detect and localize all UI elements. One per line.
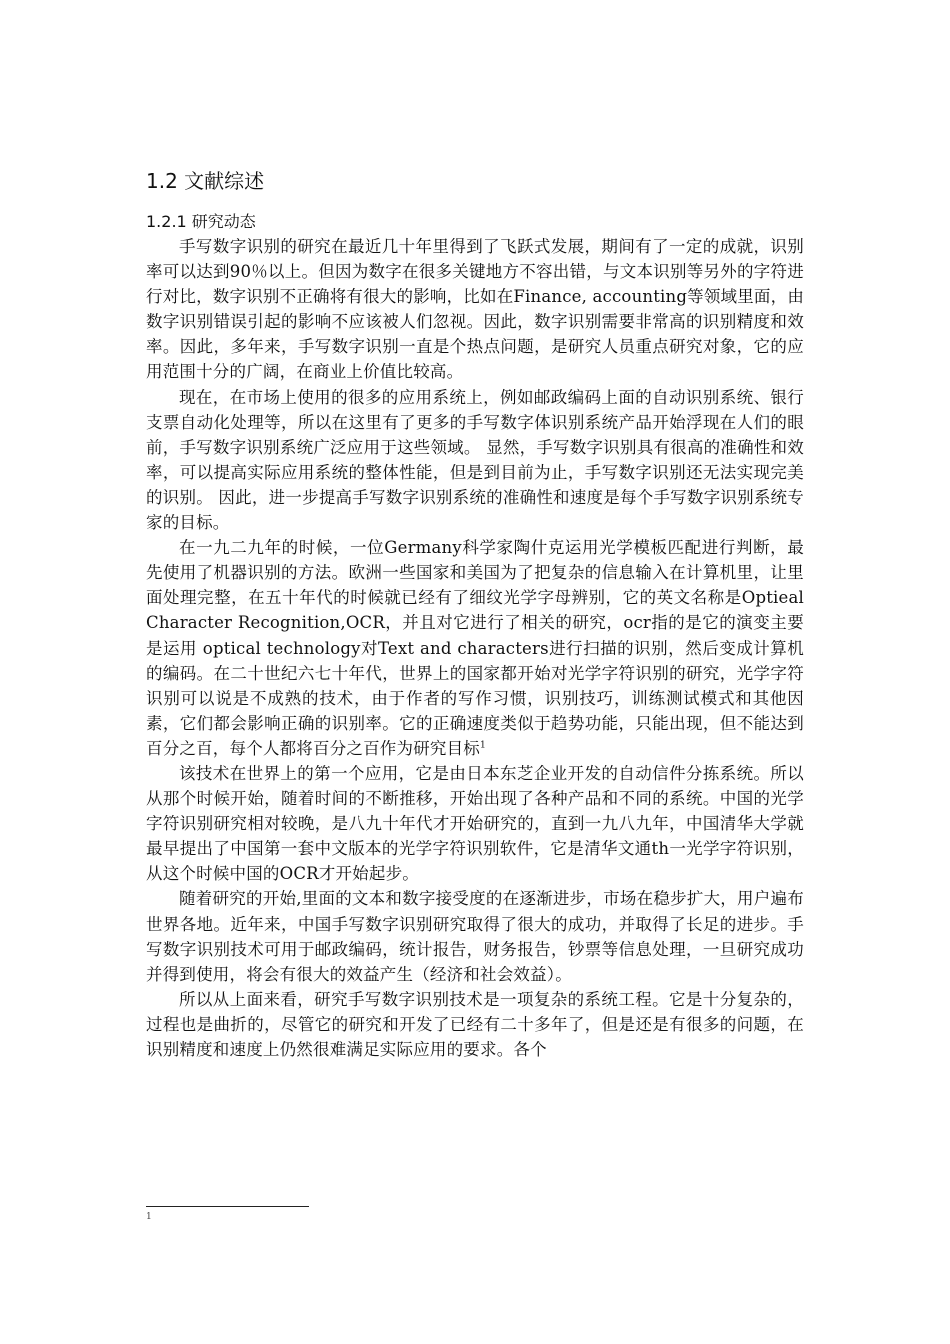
footnote-reference[interactable]: 1	[480, 740, 486, 751]
paragraph-text: 所以从上面来看，研究手写数字识别技术是一项复杂的系统工程。它是十分复杂的，过程也是曲折的，尽管它的研究和开发了已经有二十多年了，但是还是有很多的问题，在识别精度和速度上仍然很难满足实际应用的要求。各个	[146, 989, 804, 1059]
paragraph-2	[146, 385, 804, 536]
paragraph-text: 该技术在世界上的第一个应用，它是由日本东芝企业开发的自动信件分拣系统。所以从那个时候开始，随着时间的不断推移，开始出现了各种产品和不同的系统。中国的光学字符识别研究相对较晚，是八九十年代才开始研究的，直到一九八九年，中国清华大学就最早提出了中国第一套中文版本的光学字符识别软件，它是清华文通th一光学字符识别，从这个时候中国的OCR才开始起步。	[146, 763, 804, 884]
paragraph-1	[146, 234, 804, 385]
paragraph-5	[146, 886, 804, 986]
subsection-heading: 1.2.1 研究动态	[146, 212, 256, 231]
paragraph-3	[146, 535, 804, 761]
paragraph-6	[146, 987, 804, 1062]
paragraph-text: 随着研究的开始,里面的文本和数字接受度的在逐渐进步，市场在稳步扩大，用户遍布世界各地。近年来，中国手写数字识别研究取得了很大的成功，并取得了长足的进步。手写数字识别技术可用于邮政编码，统计报告，财务报告，钞票等信息处理，一旦研究成功并得到使用，将会有很大的效益产生（经济和社会效益）。	[146, 889, 804, 984]
paragraph-text: 手写数字识别的研究在最近几十年里得到了飞跃式发展，期间有了一定的成就，识别率可以达到90％以上。但因为数字在很多关键地方不容出错，与文本识别等另外的字符进行对比，数字识别不正确将有很大的影响，比如在Finance, accounting等领域里面，由数字识别错误引起的影响不应该被人们忽视。因此，数字识别需要非常高的识别精度和效率。因此，多年来，手写数字识别一直是个热点问题，是研究人员重点研究对象，它的应用范围十分的广阔，在商业上价值比较高。	[146, 237, 805, 382]
footnote-number: 1	[146, 1212, 152, 1222]
paragraph-text: 在一九二九年的时候，一位Germany科学家陶什克运用光学模板匹配进行判断，最先使用了机器识别的方法。欧洲一些国家和美国为了把复杂的信息输入在计算机里，让里面处理完整，在五十年代的时候就已经有了细纹光学字母辨别，它的英文名称是Optieal Character Recognition,OCR，并且对它进行了相关的研究，ocr指的是它的演变主要是运用 optical technology对Text and characters进行扫描的识别，然后变成计算机的编码。在二十世纪六七十年代，世界上的国家都开始对光学字符识别的研究，光学字符识别可以说是不成熟的技术，由于作者的写作习惯，识别技巧，训练测试模式和其他因素，它们都会影响正确的识别率。它的正确速度类似于趋势功能，只能出现，但不能达到百分之百，每个人都将百分之百作为研究目标	[146, 538, 804, 758]
section-heading: 1.2 文献综述	[146, 169, 265, 193]
page-content	[146, 166, 804, 1062]
footnote-separator	[146, 1206, 309, 1207]
paragraph-text: 现在，在市场上使用的很多的应用系统上，例如邮政编码上面的自动识别系统、银行支票自动化处理等，所以在这里有了更多的手写数字体识别系统产品开始浮现在人们的眼前，手写数字识别系统广泛应用于这些领域。 显然，手写数字识别具有很高的准确性和效率，可以提高实际应用系统的整体性能，但是到目前为止，手写数字识别还无法实现完美的识别。 因此，进一步提高手写数字识别系统的准确性和速度是每个手写数字识别系统专家的目标。	[146, 387, 804, 533]
paragraph-4	[146, 761, 804, 886]
